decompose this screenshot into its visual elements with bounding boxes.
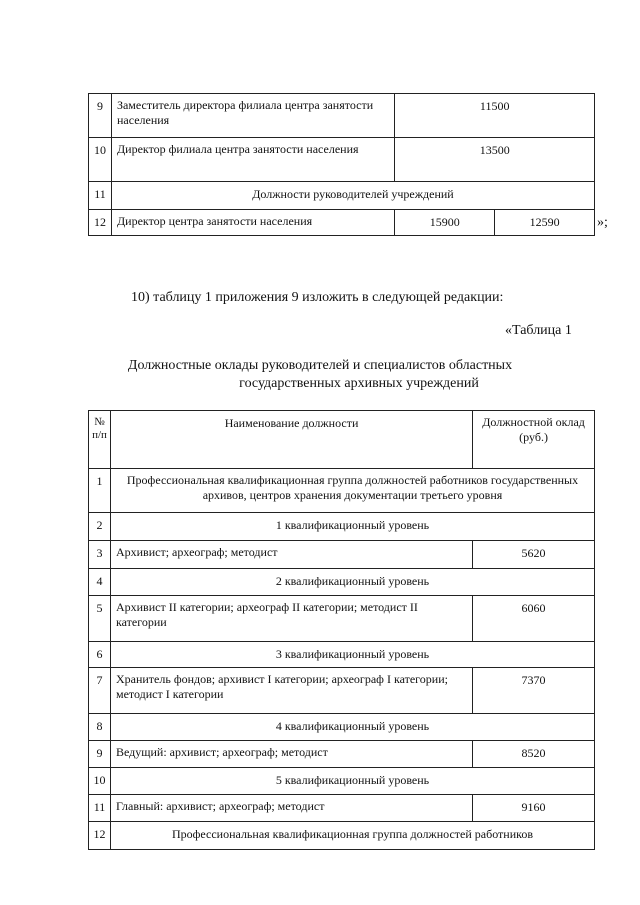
row-number: 12 — [89, 822, 111, 850]
table-title-line2: государственных архивных учреждений — [239, 376, 479, 391]
salary-value: 7370 — [473, 668, 595, 714]
salary-value: 5620 — [473, 541, 595, 569]
table-row — [89, 94, 595, 138]
table-row — [89, 822, 595, 850]
position-name: Главный: архивист; археограф; методист — [110, 795, 472, 822]
row-number: 11 — [89, 795, 111, 822]
table-row — [89, 469, 595, 513]
table-row — [89, 182, 595, 210]
row-number: 6 — [89, 642, 111, 668]
row-number: 10 — [89, 138, 112, 182]
table-row — [89, 541, 595, 569]
table-row — [89, 768, 595, 795]
section-heading: 5 квалификационный уровень — [110, 768, 594, 795]
amendment-paragraph: 10) таблицу 1 приложения 9 изложить в следующей редакции: — [131, 290, 504, 305]
section-heading: Должности руководителей учреждений — [111, 182, 594, 210]
section-heading: 3 квалификационный уровень — [110, 642, 594, 668]
position-name: Директор филиала центра занятости населения — [111, 138, 394, 182]
section-heading: 2 квалификационный уровень — [110, 569, 594, 596]
section-heading: Профессиональная квалификационная группа должностей работников государственных архивов, центров хранения документации третьего уровня — [110, 469, 594, 513]
table-row — [89, 668, 595, 714]
section-heading: 1 квалификационный уровень — [110, 513, 594, 541]
header-name: Наименование должности — [110, 411, 472, 469]
table-row — [89, 795, 595, 822]
row-number: 7 — [89, 668, 111, 714]
table-row — [89, 138, 595, 182]
section-heading: 4 квалификационный уровень — [110, 714, 594, 741]
row-number: 10 — [89, 768, 111, 795]
table-header-row — [89, 411, 595, 469]
row-number: 8 — [89, 714, 111, 741]
table-label: «Таблица 1 — [505, 323, 572, 338]
salary-value: 9160 — [473, 795, 595, 822]
position-name: Архивист; археограф; методист — [110, 541, 472, 569]
table-row — [89, 513, 595, 541]
row-number: 2 — [89, 513, 111, 541]
row-number: 11 — [89, 182, 112, 210]
salary-value-a: 15900 — [395, 210, 495, 236]
salary-table-continuation — [88, 93, 595, 236]
row-number: 1 — [89, 469, 111, 513]
row-number: 3 — [89, 541, 111, 569]
position-name: Заместитель директора филиала центра занятости населения — [111, 94, 394, 138]
table-title-line1: Должностные оклады руководителей и специалистов областных — [127, 358, 513, 373]
salary-value-b: 12590 — [495, 210, 595, 236]
table-row — [89, 642, 595, 668]
table-row — [89, 741, 595, 768]
row-number: 9 — [89, 94, 112, 138]
row-number: 5 — [89, 596, 111, 642]
section-heading: Профессиональная квалификационная группа должностей работников — [110, 822, 594, 850]
header-num: № п/п — [89, 411, 111, 469]
closing-quote: »; — [597, 215, 608, 230]
salary-value: 13500 — [395, 138, 595, 182]
row-number: 4 — [89, 569, 111, 596]
position-name: Директор центра занятости населения — [111, 210, 394, 236]
salary-value: 8520 — [473, 741, 595, 768]
salary-value: 6060 — [473, 596, 595, 642]
table-row — [89, 569, 595, 596]
position-name: Хранитель фондов; архивист I категории; археограф I категории; методист I категории — [110, 668, 472, 714]
header-salary: Должностной оклад (руб.) — [473, 411, 595, 469]
position-name: Архивист II категории; археограф II категории; методист II категории — [110, 596, 472, 642]
row-number: 9 — [89, 741, 111, 768]
archive-salary-table — [88, 410, 595, 850]
row-number: 12 — [89, 210, 112, 236]
table-row — [89, 210, 595, 236]
salary-value: 11500 — [395, 94, 595, 138]
table-row — [89, 596, 595, 642]
table-row — [89, 714, 595, 741]
position-name: Ведущий: архивист; археограф; методист — [110, 741, 472, 768]
